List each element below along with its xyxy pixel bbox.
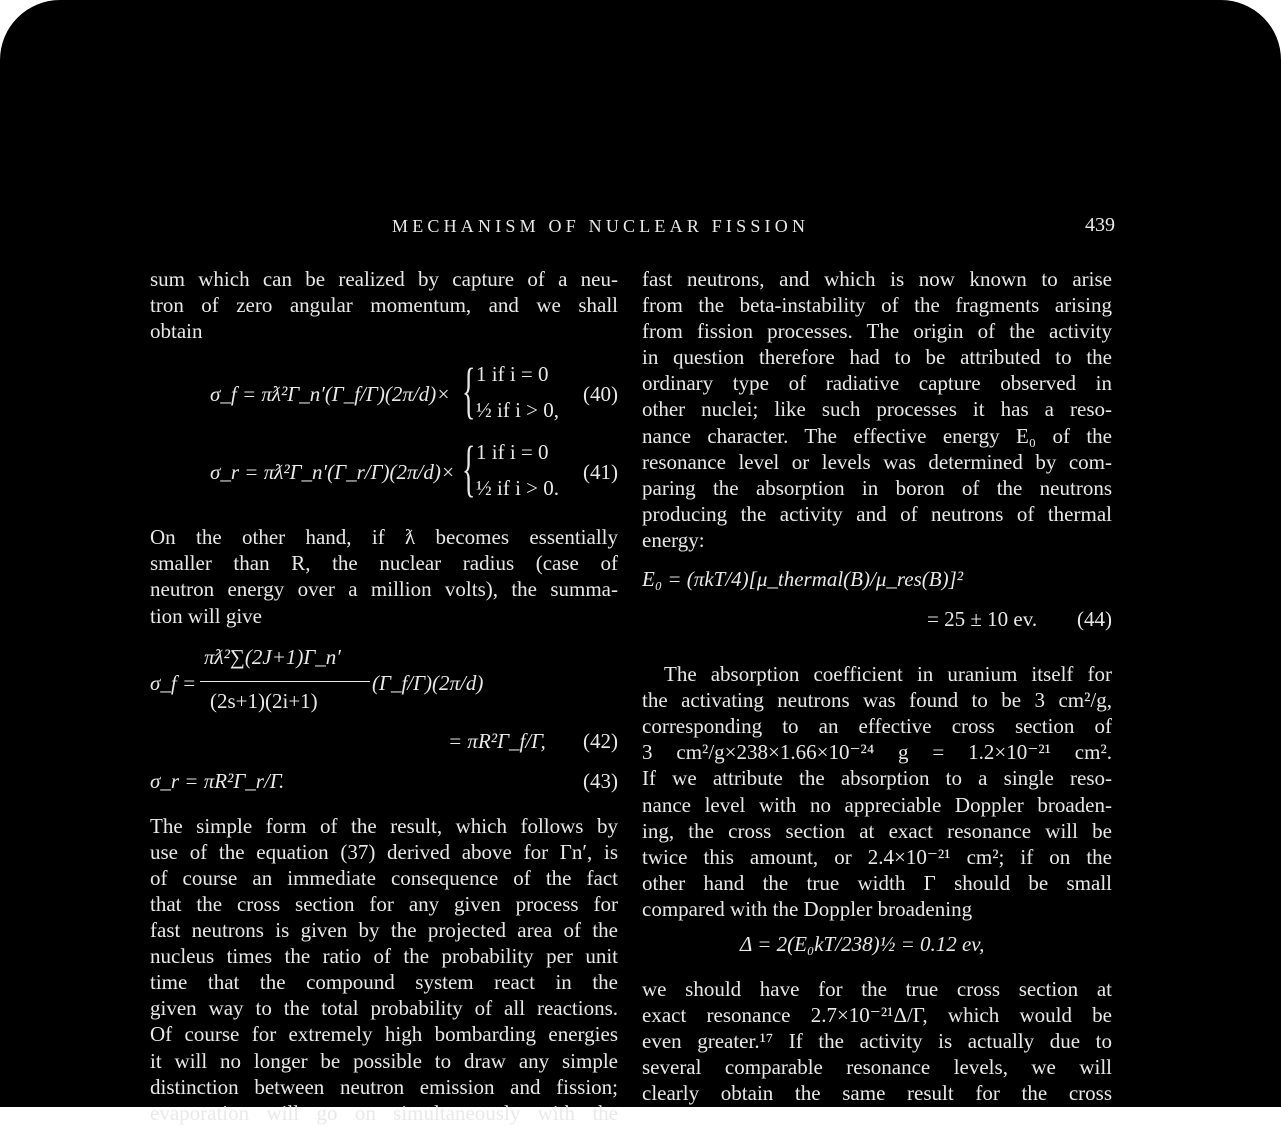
paragraph-left-1 [150,266,618,344]
equation-delta [642,922,1112,966]
equation-42-number: (42) [583,728,618,753]
paragraph-right-3 [642,976,1112,1106]
text-line: time that the compound system react in the [150,970,618,995]
text-line: compared with the Doppler broadening [642,896,973,921]
equation-42-continuation: = πR²Γ_f/Γ, [448,728,546,753]
equation-40-number: (40) [583,382,618,407]
equation-41-case-1: 1 if i = 0 [476,440,549,465]
page-number: 439 [1085,214,1115,236]
text-line: nucleus times the ratio of the probability per unit [150,944,618,969]
text-line: tion will give [150,603,262,628]
equation-42-denominator: (2s+1)(2i+1) [210,688,318,713]
equation-42 [150,645,618,769]
equation-delta-text: Δ = 2(E₀kT/238)½ = 0.12 ev, [740,931,985,956]
text-line: given way to the total probability of all reactions. [150,996,618,1021]
text-line: corresponding to an effective cross section of [642,714,1112,739]
text-line: ing, the cross section at exact resonance will be [642,818,1112,843]
text-line: 3 cm²/g×238×1.66×10⁻²⁴ g = 1.2×10⁻²¹ cm². [642,740,1112,765]
paragraph-right-1 [642,266,1112,553]
equation-40-case-2: ½ if i > 0, [476,398,560,423]
text-line: the activating neutrons was found to be 3 cm²/g, [642,688,1112,713]
text-line: in question therefore had to be attributed to the [642,345,1112,370]
text-line: nance character. The effective energy E₀ of the [642,423,1112,448]
text-line: fast neutrons, and which is now known to arise [642,267,1112,291]
equation-42-lhs: σ_f = [150,670,197,695]
fraction-bar [200,681,370,682]
equation-41-number: (41) [583,460,618,485]
text-line: The absorption coefficient in uranium itself for [664,662,1112,687]
text-line: use of the equation (37) derived above for Γn′, is [150,839,618,864]
equation-44-line-1: E₀ = (πkT/4)[μ_thermal(B)/μ_res(B)]² [642,567,964,592]
page-header [150,216,1115,242]
text-line: producing the activity and of neutrons of thermal [642,501,1112,526]
equation-43 [150,769,618,799]
left-column [150,266,618,1126]
equation-41 [150,436,618,514]
equation-41-case-2: ½ if i > 0. [476,476,560,501]
text-line: fast neutrons is given by the projected area of the [150,918,618,943]
text-line: The simple form of the result, which follows by [150,813,618,838]
equation-40-case-1: 1 if i = 0 [476,362,549,387]
text-line: paring the absorption in boron of the neutrons [642,475,1112,500]
equation-44 [642,565,1112,653]
text-line: evaporation will go on simultaneously with the [150,1100,618,1125]
text-line: sum which can be realized by capture of a neu- [150,267,618,291]
equation-43-lhs: σ_r = πR²Γ_r/Γ. [150,768,285,793]
paragraph-left-3 [150,813,618,1126]
text-line: tron of zero angular momentum, and we shall [150,293,618,318]
text-line: several comparable resonance levels, we will [642,1055,1112,1080]
text-line: from the beta-instability of the fragments arising [642,293,1112,318]
text-line: other nuclei; like such processes it has a reso- [642,397,1112,422]
text-line: exact resonance 2.7×10⁻²¹Δ/Γ, which would be [642,1003,1112,1028]
text-line: even greater.¹⁷ If the activity is actually due to [642,1029,1112,1054]
text-line: distinction between neutron emission and fission; [150,1074,618,1099]
text-line: from fission processes. The origin of the activity [642,319,1112,344]
right-column [642,266,1112,1106]
text-line: obtain [150,319,203,344]
text-line: energy: [642,527,705,552]
equation-44-line-2: = 25 ± 10 ev. [927,607,1038,632]
paragraph-right-2 [642,661,1112,922]
text-line: On the other hand, if ƛ becomes essentially [150,525,618,550]
text-line: Of course for extremely high bombarding energies [150,1022,618,1047]
text-line: that the cross section for any given process for [150,891,618,916]
running-head: MECHANISM OF NUCLEAR FISSION [392,216,810,236]
text-line: other hand the true width Γ should be small [642,870,1112,895]
text-line: If we attribute the absorption to a single reso- [642,766,1112,791]
brace-icon: { [462,357,476,426]
equation-42-tail: (Γ_f/Γ)(2π/d) [372,670,484,695]
text-line: twice this amount, or 2.4×10⁻²¹ cm²; if on the [642,844,1112,869]
equation-43-number: (43) [583,768,618,793]
text-line: we should have for the true cross section at [642,976,1112,1001]
text-line: clearly obtain the same result for the cross [642,1081,1112,1106]
text-line: ordinary type of radiative capture observed in [642,371,1112,396]
paragraph-left-2 [150,524,618,628]
equation-40-lhs: σ_f = πƛ²Γ_n′(Γ_f/Γ)(2π/d)× [210,382,451,407]
text-line: of course an immediate consequence of the fact [150,865,618,890]
text-line: nance level with no appreciable Doppler broaden- [642,792,1112,817]
text-line: smaller than R, the nuclear radius (case of [150,551,618,576]
text-line: neutron energy over a million volts), the summa- [150,577,618,602]
equation-40 [150,358,618,436]
equation-41-lhs: σ_r = πƛ²Γ_n′(Γ_r/Γ)(2π/d)× [210,460,456,485]
equation-42-numerator: πƛ²∑(2J+1)Γ_n′ [204,644,341,669]
text-line: it will no longer be possible to draw any simple [150,1048,618,1073]
brace-icon: { [462,435,476,504]
equation-44-number: (44) [1077,607,1112,632]
text-line: resonance level or levels was determined by com- [642,449,1112,474]
